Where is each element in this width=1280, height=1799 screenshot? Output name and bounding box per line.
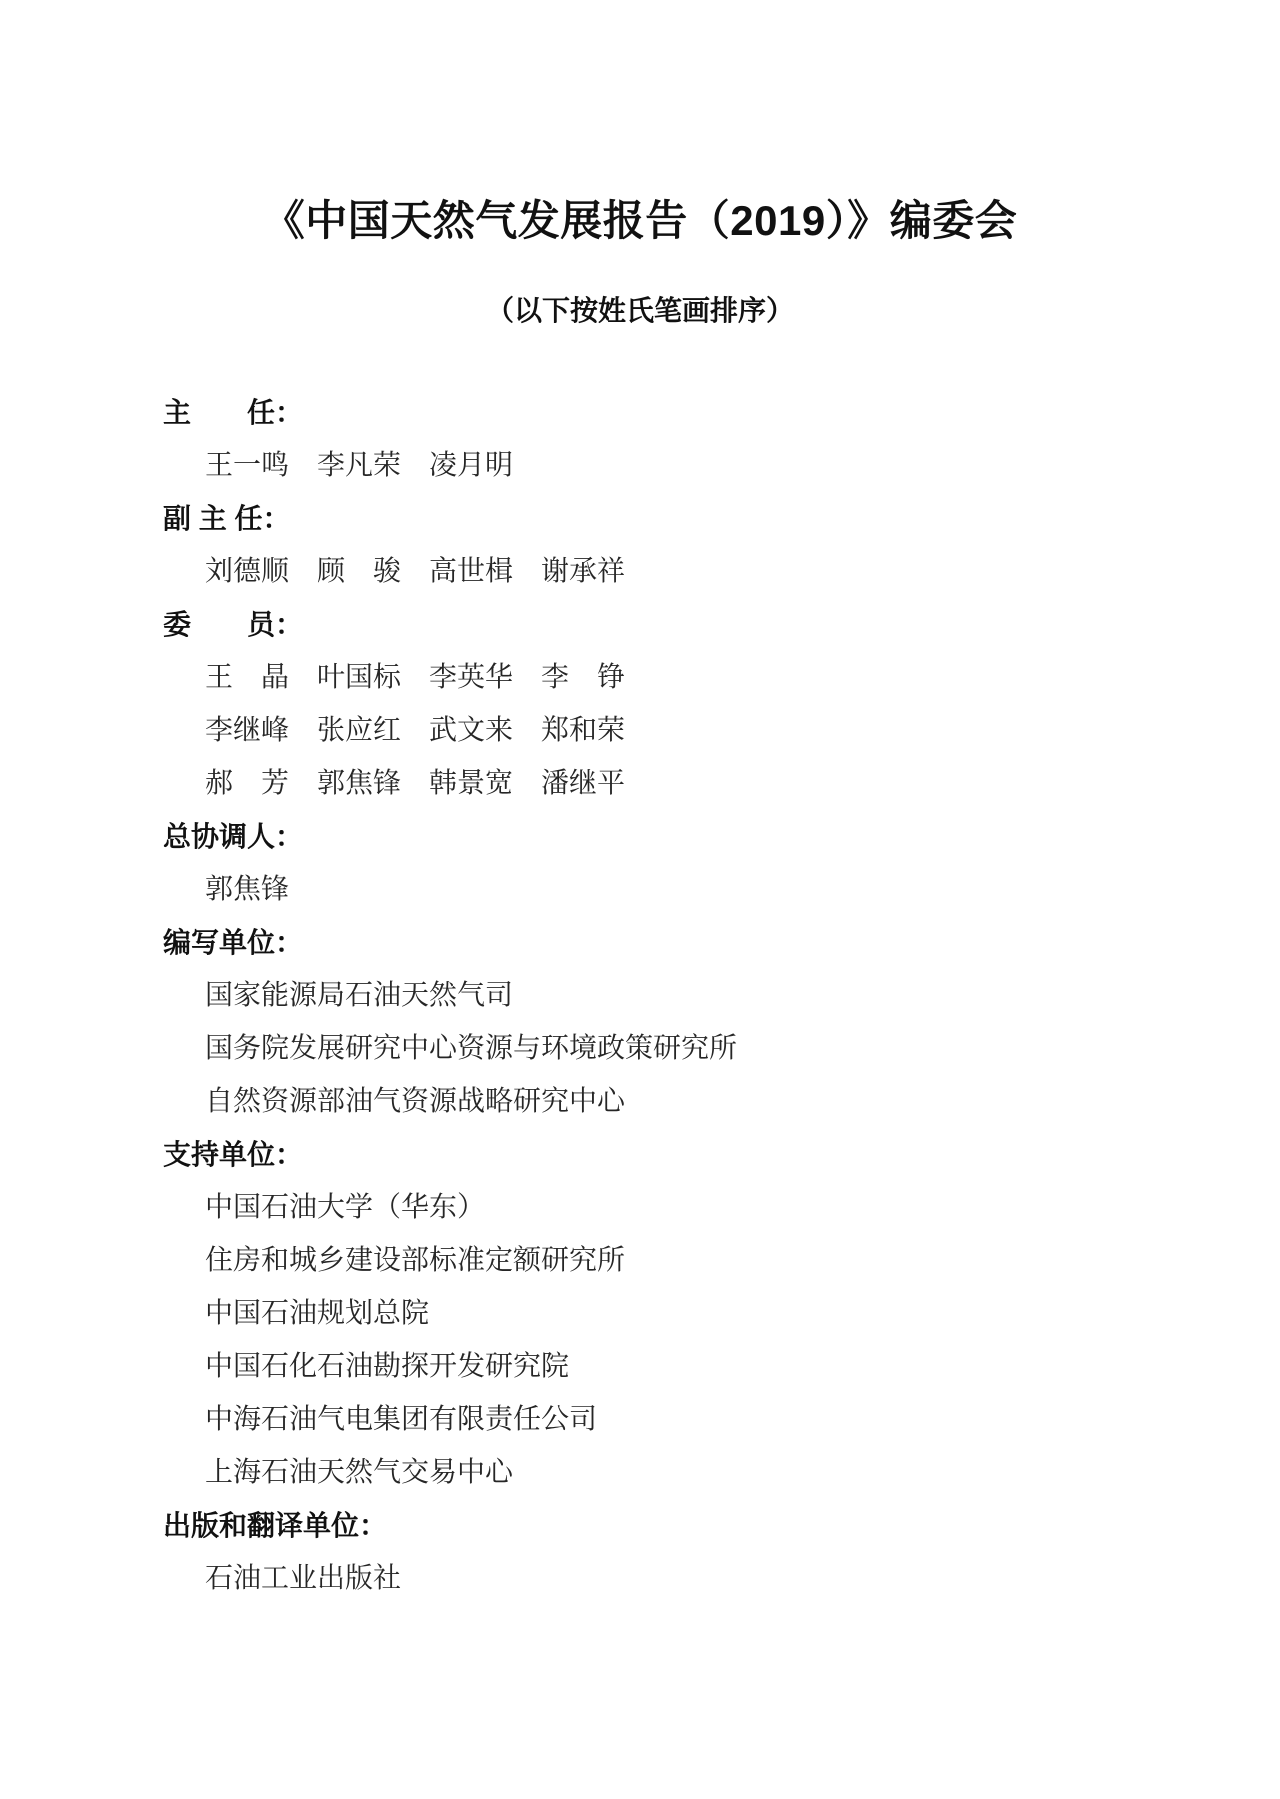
section-label-compiling-units: 编写单位： [163, 926, 304, 958]
names-line-members-1: 王 晶 叶国标 李英华 李 铮 [205, 661, 626, 693]
names-line-director: 王一鸣 李凡荣 凌月明 [205, 449, 514, 481]
unit-line-compiling-1: 国家能源局石油天然气司 [205, 979, 514, 1011]
document-title: 《中国天然气发展报告（2019）》编委会 [262, 197, 1018, 244]
editorial-board-list [0, 386, 1280, 1605]
names-line-members-2: 李继峰 张应红 武文来 郑和荣 [205, 714, 626, 746]
unit-line-publisher: 石油工业出版社 [205, 1562, 402, 1594]
section-label-supporting-units: 支持单位： [163, 1138, 304, 1170]
section-label-chief-coordinator: 总协调人： [163, 820, 304, 852]
names-line-chief-coordinator: 郭焦锋 [205, 873, 290, 905]
section-label-director: 主 任： [163, 396, 304, 428]
unit-line-supporting-1: 中国石油大学（华东） [205, 1191, 486, 1223]
unit-line-supporting-3: 中国石油规划总院 [205, 1297, 430, 1329]
section-label-members: 委 员： [163, 608, 304, 640]
unit-line-compiling-3: 自然资源部油气资源战略研究中心 [205, 1085, 626, 1117]
unit-line-supporting-2: 住房和城乡建设部标准定额研究所 [205, 1244, 626, 1276]
sort-order-note: （以下按姓氏笔画排序） [485, 295, 794, 327]
unit-line-compiling-2: 国务院发展研究中心资源与环境政策研究所 [205, 1032, 738, 1064]
unit-line-supporting-5: 中海石油气电集团有限责任公司 [205, 1403, 598, 1435]
section-label-publishing-translation-unit: 出版和翻译单位： [163, 1509, 388, 1541]
names-line-members-3: 郝 芳 郭焦锋 韩景宽 潘继平 [205, 767, 626, 799]
unit-line-supporting-4: 中国石化石油勘探开发研究院 [205, 1350, 570, 1382]
names-line-deputy-director: 刘德顺 顾 骏 高世楫 谢承祥 [205, 555, 626, 587]
unit-line-supporting-6: 上海石油天然气交易中心 [205, 1456, 514, 1488]
section-label-deputy-director: 副 主 任： [163, 502, 291, 534]
